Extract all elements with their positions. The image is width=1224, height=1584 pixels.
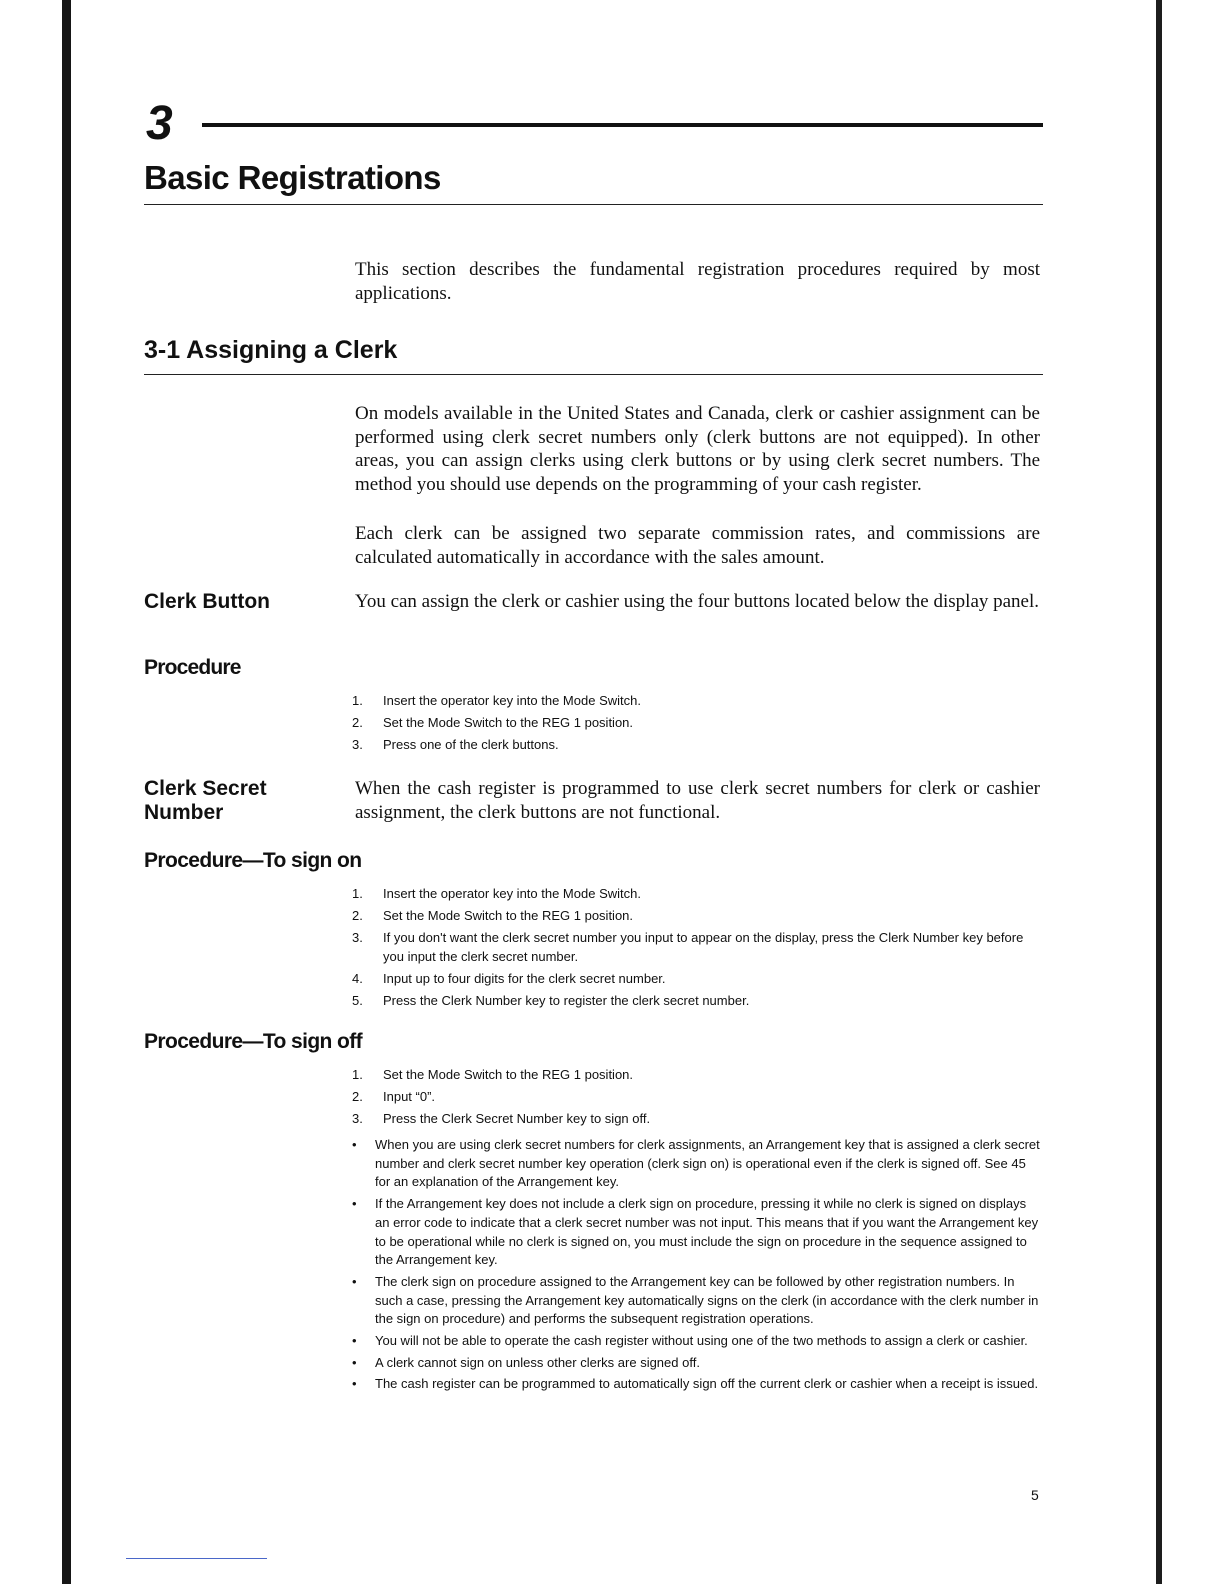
sign-on-steps (352, 885, 1042, 1014)
list-item: 3. If you don't want the clerk secret number you input to appear on the display, press the Clerk Number key before you input the clerk secret number. (352, 930, 1024, 964)
scan-edge-right (1156, 0, 1162, 1584)
section-divider (144, 374, 1043, 375)
chapter-title: Basic Registrations (144, 159, 441, 196)
footer-rule (126, 1558, 267, 1559)
sign-off-heading: Procedure—To sign off (144, 1030, 363, 1053)
clerk-button-heading: Clerk Button (144, 590, 270, 613)
list-item: • A clerk cannot sign on unless other clerks are signed off. (352, 1354, 700, 1370)
clerk-button-steps (352, 692, 1042, 758)
list-item: • When you are using clerk secret numbers for clerk assignments, an Arrangement key that is assigned a clerk secret number and clerk secret number key operation (clerk sign on) is operational even if the clerk is signed off. See 45 for an explanation of the Arrangement key. (352, 1137, 1040, 1190)
procedure-heading: Procedure (144, 656, 241, 679)
sign-off-notes (352, 1136, 1040, 1397)
chapter-rule (202, 123, 1043, 127)
list-item: • The clerk sign on procedure assigned to the Arrangement key can be followed by other registration numbers. In such a case, pressing the Arrangement key automatically signs on the clerk (in accordance with the clerk number in the sign on procedure) and performs the subsequent registration operations. (352, 1273, 1039, 1327)
chapter-divider (144, 204, 1043, 205)
list-item: 2. Input “0”. (352, 1089, 436, 1104)
list-item: 1. Insert the operator key into the Mode Switch. (352, 886, 641, 901)
list-item: 2. Set the Mode Switch to the REG 1 position. (352, 908, 634, 923)
clerk-secret-heading-line-2: Number (144, 801, 224, 824)
clerk-secret-heading-line-1: Clerk Secret (144, 777, 267, 800)
list-item: • You will not be able to operate the cash register without using one of the two methods to assign a clerk or cashier. (352, 1333, 1028, 1349)
page-number: 5 (1031, 1487, 1039, 1503)
chapter-number: 3 (146, 97, 173, 150)
section-paragraph-2: Each clerk can be assigned two separate commission rates, and commissions are calculated automatically in accordance with the sales amount. (355, 523, 1040, 568)
scan-edge-left (62, 0, 71, 1584)
list-item: 3. Press one of the clerk buttons. (352, 737, 559, 752)
sign-on-heading: Procedure—To sign on (144, 849, 362, 872)
list-item: • The cash register can be programmed to automatically sign off the current clerk or cashier when a receipt is issued. (352, 1376, 1039, 1392)
list-item: • If the Arrangement key does not include a clerk sign on procedure, pressing it while no clerk is signed on displays an error code to indicate that a clerk secret number was not input. This means that if you want the Arrangement key to be operational while no clerk is signed on, you must include the sign on procedure in the sequence assigned to the Arrangement key. (352, 1196, 1039, 1268)
chapter-intro: This section describes the fundamental registration procedures required by most applications. (355, 259, 1040, 304)
sign-off-steps (352, 1066, 1042, 1132)
section-paragraph-1: On models available in the United States and Canada, clerk or cashier assignment can be performed using clerk secret numbers only (clerk buttons are not equipped). In other areas, you can assign clerks using clerk buttons or by using clerk secret numbers. The method you should use depends on the programming of your cash register. (355, 403, 1040, 495)
clerk-button-text: You can assign the clerk or cashier using the four buttons located below the display panel. (355, 591, 1040, 612)
list-item: 3. Press the Clerk Secret Number key to sign off. (352, 1111, 651, 1126)
list-item: 1. Insert the operator key into the Mode Switch. (352, 693, 641, 708)
list-item: 5. Press the Clerk Number key to register the clerk secret number. (352, 992, 750, 1008)
list-item: 1. Set the Mode Switch to the REG 1 position. (352, 1067, 634, 1082)
clerk-secret-text: When the cash register is programmed to use clerk secret numbers for clerk or cashier assignment, the clerk buttons are not functional. (355, 778, 1040, 823)
clerk-secret-heading (144, 777, 267, 825)
section-title: 3-1 Assigning a Clerk (144, 336, 398, 364)
list-item: 2. Set the Mode Switch to the REG 1 position. (352, 715, 634, 730)
list-item: 4. Input up to four digits for the clerk secret number. (352, 970, 666, 986)
